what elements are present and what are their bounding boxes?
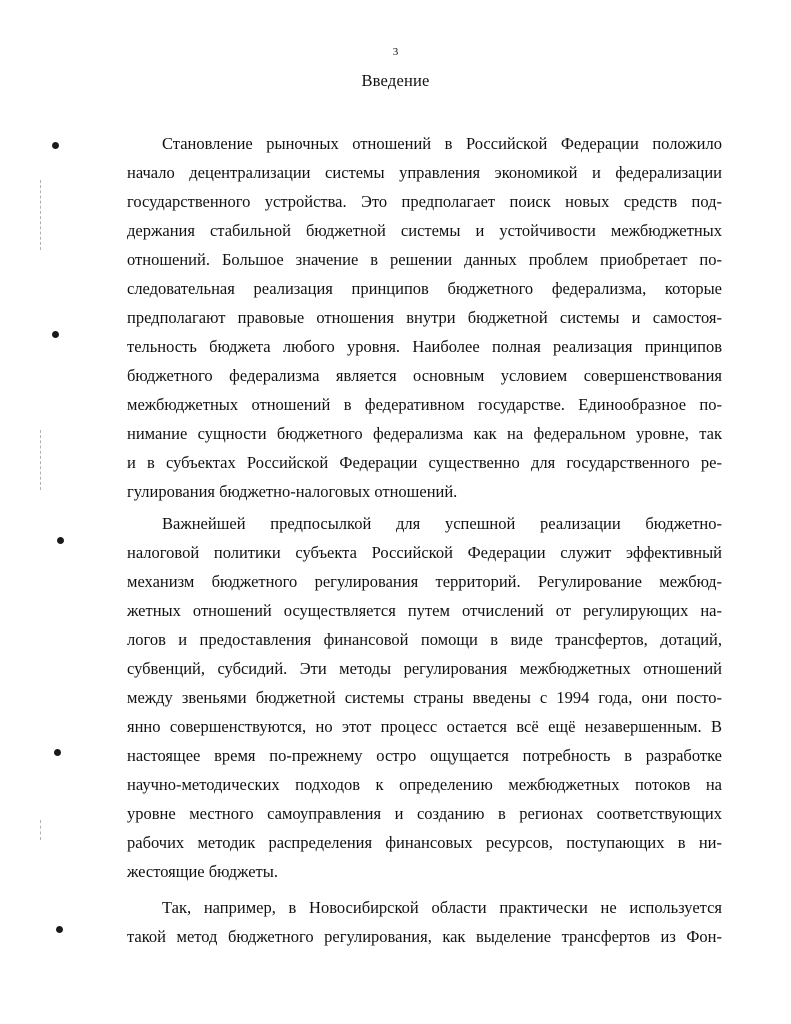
text-line: научно-методических подходов к определению межбюджетных потоков на [127,775,722,794]
text-line: бюджетного федерализма является основным условием совершенствования [127,366,722,385]
text-line: нимание сущности бюджетного федерализма как на федеральном уровне, так [127,424,722,443]
text-line: янно совершенствуются, но этот процесс остается всё ещё незавершенным. В [127,717,722,736]
page-number: 3 [392,46,399,58]
text-line: субвенций, субсидий. Эти методы регулирования межбюджетных отношений [127,659,722,678]
text-line: следовательная реализация принципов бюджетного федерализма, которые [127,279,722,298]
text-line: и в субъектах Российской Федерации существенно для государственного ре- [127,453,722,472]
text-line: тельность бюджета любого уровня. Наиболее полная реализация принципов [127,337,722,356]
text-line: держания стабильной бюджетной системы и устойчивости межбюджетных [127,221,722,240]
text-line: налоговой политики субъекта Российской Федерации служит эффективный [127,543,722,562]
text-line: отношений. Большое значение в решении данных проблем приобретает по- [127,250,722,269]
text-line: начало децентрализации системы управления экономикой и федерализации [127,163,722,182]
section-title: Введение [361,71,430,90]
text-line: между звеньями бюджетной системы страны введены с 1994 года, они посто- [127,688,722,707]
text-line: логов и предоставления финансовой помощи в виде трансфертов, дотаций, [127,630,722,649]
binding-hole [57,537,64,544]
text-line: государственного устройства. Это предполагает поиск новых средств под- [127,192,722,211]
text-line: Становление рыночных отношений в Российской Федерации положило [162,134,722,153]
text-line: уровне местного самоуправления и созданию в регионах соответствующих [127,804,722,823]
text-line: такой метод бюджетного регулирования, как выделение трансфертов из Фон- [127,927,722,946]
text-line: предполагают правовые отношения внутри бюджетной системы и самостоя- [127,308,722,327]
scan-margin-mark [40,820,41,840]
binding-hole [52,142,59,149]
text-line: Важнейшей предпосылкой для успешной реализации бюджетно- [162,514,722,533]
scan-margin-mark [40,430,41,490]
text-line: механизм бюджетного регулирования территорий. Регулирование межбюд- [127,572,722,591]
binding-hole [52,331,59,338]
text-line: гулирования бюджетно-налоговых отношений. [127,482,458,501]
text-line: жестоящие бюджеты. [127,862,278,881]
text-line: жетных отношений осуществляется путем отчислений от регулирующих на- [127,601,722,620]
text-line: рабочих методик распределения финансовых ресурсов, поступающих в ни- [127,833,722,852]
binding-hole [54,749,61,756]
scan-margin-mark [40,180,41,250]
text-line: Так, например, в Новосибирской области практически не используется [162,898,722,917]
text-line: настоящее время по-прежнему остро ощущается потребность в разработке [127,746,722,765]
text-line: межбюджетных отношений в федеративном государстве. Единообразное по- [127,395,722,414]
binding-hole [56,926,63,933]
